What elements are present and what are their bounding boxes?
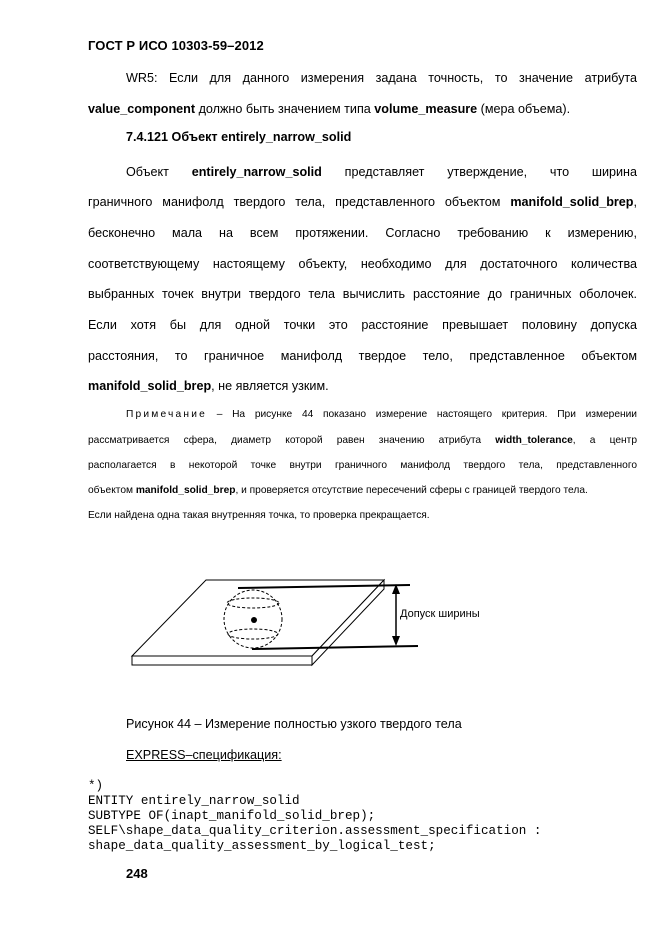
para-text: , не является узким.	[211, 379, 329, 393]
note-line-4	[88, 484, 637, 498]
note-text: , и проверяется отсутствие пересечений сферы с границей твердого тела.	[235, 485, 588, 496]
note-text: объектом	[88, 485, 136, 496]
wr5-text-end: (мера объема).	[477, 102, 571, 116]
para-line-1	[126, 164, 637, 180]
note-text: , а центр	[572, 435, 637, 446]
sphere-center-point	[251, 617, 257, 623]
note-line-2	[88, 434, 637, 448]
entity-manifold-solid-brep: manifold_solid_brep	[88, 379, 212, 393]
figure-44	[120, 570, 520, 680]
para-line-4: соответствующему настоящему объекту, необходимо для достаточного количества	[88, 257, 637, 271]
para-text: представляет утверждение, что ширина	[344, 165, 638, 179]
type-volume-measure: volume_measure	[374, 102, 478, 116]
code-line-5: shape_data_quality_assessment_by_logical_test;	[88, 839, 436, 853]
para-line-2	[88, 194, 637, 210]
wr5-text: должно быть значением типа	[195, 102, 375, 116]
attr-value-component: value_component	[88, 102, 196, 116]
figure-caption: Рисунок 44 – Измерение полностью узкого твердого тела	[126, 717, 462, 731]
entity-name: entirely_narrow_solid	[191, 165, 322, 179]
arrow-head-down	[392, 636, 400, 646]
code-line-2: ENTITY entirely_narrow_solid	[88, 794, 300, 808]
para-text: граничного манифолд твердого тела, представленного объектом	[88, 195, 511, 209]
code-line-3: SUBTYPE OF(inapt_manifold_solid_brep);	[88, 809, 376, 823]
page-number: 248	[126, 866, 148, 881]
slab-front-face	[132, 656, 312, 665]
attr-width-tolerance: width_tolerance	[495, 435, 573, 446]
para-text: ,	[633, 195, 637, 209]
para-line-7: расстояния, то граничное манифолд твердое тело, представленное объектом	[88, 349, 637, 363]
express-spec-title: EXPRESS–спецификация:	[126, 748, 282, 762]
code-line-1: *)	[88, 779, 104, 793]
para-line-8	[88, 378, 637, 394]
note-line-1	[126, 408, 637, 422]
para-line-5: выбранных точек внутри твердого тела вычислить расстояние до граничных оболочек.	[88, 287, 637, 301]
para-line-6: Если хотя бы для одной точки это расстояние превышает половину допуска	[88, 318, 637, 332]
document-header: ГОСТ Р ИСО 10303-59–2012	[88, 38, 264, 53]
note-text: – На рисунке 44 показано измерение настоящего критерия. При измерении	[206, 409, 637, 420]
note-label: Примечание	[126, 409, 207, 420]
entity-manifold-solid-brep: manifold_solid_brep	[135, 485, 236, 496]
wr5-line-2	[88, 101, 637, 117]
wr5-line-1: WR5: Если для данного измерения задана точность, то значение атрибута	[126, 71, 637, 85]
code-line-4: SELF\shape_data_quality_criterion.assessment_specification :	[88, 824, 542, 838]
para-text: Объект	[126, 165, 169, 179]
para-line-3: бесконечно мала на всем протяжении. Согласно требованию к измерению,	[88, 226, 637, 240]
note-text: рассматривается сфера, диаметр которой равен значению атрибута	[88, 435, 496, 446]
note-line-5: Если найдена одна такая внутренняя точка, то проверка прекращается.	[88, 510, 430, 521]
slab-top-face	[132, 580, 384, 656]
section-heading: 7.4.121 Объект entirely_narrow_solid	[126, 130, 352, 144]
note-line-3: располагается в некоторой точке внутри граничного манифолд твердого тела, представленного	[88, 460, 637, 471]
width-tolerance-label: Допуск ширины	[400, 608, 480, 620]
entity-manifold-solid-brep: manifold_solid_brep	[510, 195, 634, 209]
